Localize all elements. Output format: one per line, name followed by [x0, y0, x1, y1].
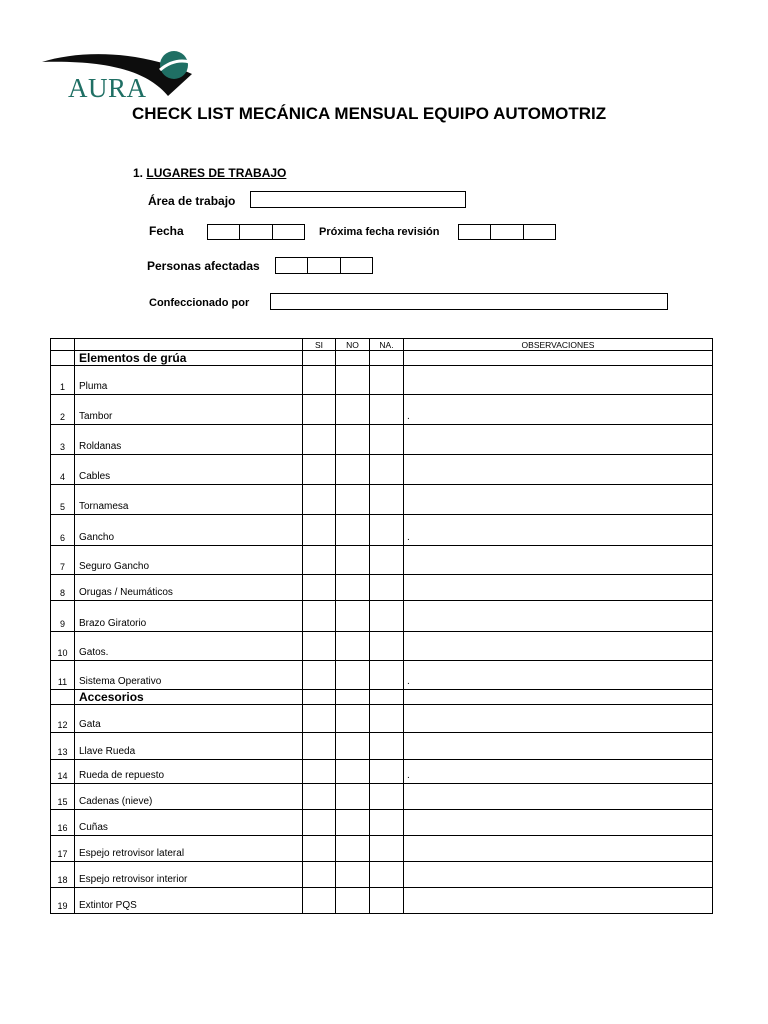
item-number: 7: [51, 546, 75, 575]
category-si-cell: [303, 351, 336, 366]
si-checkbox-cell[interactable]: [303, 705, 336, 733]
category-obs-cell: [404, 690, 713, 705]
category-number-cell: [51, 351, 75, 366]
confeccionado-label: Confeccionado por: [149, 297, 250, 309]
checklist-table: [50, 338, 713, 914]
section-heading: [133, 166, 286, 180]
confeccionado-field[interactable]: [270, 293, 668, 310]
no-checkbox-cell[interactable]: [336, 601, 370, 632]
no-checkbox-cell[interactable]: [336, 862, 370, 888]
item-number: 5: [51, 485, 75, 515]
si-checkbox-cell[interactable]: [303, 661, 336, 690]
si-checkbox-cell[interactable]: [303, 366, 336, 395]
si-checkbox-cell[interactable]: [303, 733, 336, 760]
observaciones-cell[interactable]: .: [404, 661, 713, 690]
fecha-field[interactable]: [207, 224, 305, 240]
no-checkbox-cell[interactable]: [336, 575, 370, 601]
observaciones-cell[interactable]: .: [404, 395, 713, 425]
item-number: 4: [51, 455, 75, 485]
item-number: 2: [51, 395, 75, 425]
header-si: SI: [303, 339, 336, 351]
si-checkbox-cell[interactable]: [303, 632, 336, 661]
company-logo: [40, 48, 200, 110]
category-no-cell: [336, 690, 370, 705]
na-checkbox-cell[interactable]: [370, 395, 404, 425]
table-row: [51, 810, 713, 836]
observaciones-cell[interactable]: [404, 784, 713, 810]
na-checkbox-cell[interactable]: [370, 836, 404, 862]
na-checkbox-cell[interactable]: [370, 546, 404, 575]
header-item-cell: [75, 339, 303, 351]
item-number: 12: [51, 705, 75, 733]
na-checkbox-cell[interactable]: [370, 784, 404, 810]
item-label: Orugas / Neumáticos: [75, 575, 303, 601]
table-row: [51, 760, 713, 784]
table-row: [51, 515, 713, 546]
item-label: Roldanas: [75, 425, 303, 455]
section-number: 1.: [133, 166, 144, 180]
category-row: [51, 351, 713, 366]
category-no-cell: [336, 351, 370, 366]
observaciones-cell[interactable]: [404, 836, 713, 862]
si-checkbox-cell[interactable]: [303, 395, 336, 425]
observaciones-cell[interactable]: [404, 575, 713, 601]
na-checkbox-cell[interactable]: [370, 366, 404, 395]
item-number: 15: [51, 784, 75, 810]
item-label: Espejo retrovisor interior: [75, 862, 303, 888]
category-obs-cell: [404, 351, 713, 366]
item-label: Llave Rueda: [75, 733, 303, 760]
category-label: Accesorios: [75, 690, 303, 705]
item-number: 3: [51, 425, 75, 455]
item-label: Tambor: [75, 395, 303, 425]
proxima-label: Próxima fecha revisión: [319, 226, 440, 238]
observaciones-cell[interactable]: [404, 632, 713, 661]
personas-field[interactable]: [275, 257, 373, 274]
item-label: Rueda de repuesto: [75, 760, 303, 784]
observaciones-cell[interactable]: .: [404, 760, 713, 784]
no-checkbox-cell[interactable]: [336, 705, 370, 733]
item-number: 9: [51, 601, 75, 632]
table-row: [51, 601, 713, 632]
area-label: Área de trabajo: [148, 194, 236, 208]
observaciones-cell[interactable]: [404, 705, 713, 733]
item-number: 19: [51, 888, 75, 914]
si-checkbox-cell[interactable]: [303, 836, 336, 862]
na-checkbox-cell[interactable]: [370, 661, 404, 690]
na-checkbox-cell[interactable]: [370, 810, 404, 836]
table-row: [51, 575, 713, 601]
table-row: [51, 632, 713, 661]
category-number-cell: [51, 690, 75, 705]
no-checkbox-cell[interactable]: [336, 810, 370, 836]
observaciones-cell[interactable]: [404, 485, 713, 515]
no-checkbox-cell[interactable]: [336, 546, 370, 575]
table-row: [51, 546, 713, 575]
item-label: Pluma: [75, 366, 303, 395]
na-checkbox-cell[interactable]: [370, 455, 404, 485]
item-number: 18: [51, 862, 75, 888]
si-checkbox-cell[interactable]: [303, 425, 336, 455]
table-row: [51, 733, 713, 760]
item-number: 1: [51, 366, 75, 395]
si-checkbox-cell[interactable]: [303, 862, 336, 888]
si-checkbox-cell[interactable]: [303, 601, 336, 632]
table-row: [51, 661, 713, 690]
item-label: Gata: [75, 705, 303, 733]
no-checkbox-cell[interactable]: [336, 455, 370, 485]
observaciones-cell[interactable]: [404, 546, 713, 575]
no-checkbox-cell[interactable]: [336, 395, 370, 425]
si-checkbox-cell[interactable]: [303, 760, 336, 784]
area-field[interactable]: [250, 191, 466, 208]
table-row: [51, 705, 713, 733]
header-number-cell: [51, 339, 75, 351]
item-number: 8: [51, 575, 75, 601]
observaciones-cell[interactable]: [404, 888, 713, 914]
header-na: NA.: [370, 339, 404, 351]
item-label: Brazo Giratorio: [75, 601, 303, 632]
si-checkbox-cell[interactable]: [303, 515, 336, 546]
si-checkbox-cell[interactable]: [303, 810, 336, 836]
item-number: 17: [51, 836, 75, 862]
category-label: Elementos de grúa: [75, 351, 303, 366]
observaciones-cell[interactable]: [404, 425, 713, 455]
si-checkbox-cell[interactable]: [303, 784, 336, 810]
item-label: Gatos.: [75, 632, 303, 661]
no-checkbox-cell[interactable]: [336, 888, 370, 914]
item-label: Cadenas (nieve): [75, 784, 303, 810]
header-no: NO: [336, 339, 370, 351]
item-label: Espejo retrovisor lateral: [75, 836, 303, 862]
category-row: [51, 690, 713, 705]
no-checkbox-cell[interactable]: [336, 733, 370, 760]
header-observaciones: OBSERVACIONES: [404, 339, 713, 351]
table-row: [51, 888, 713, 914]
item-number: 6: [51, 515, 75, 546]
document-title: CHECK LIST MECÁNICA MENSUAL EQUIPO AUTOMOTRIZ: [132, 104, 607, 123]
category-na-cell: [370, 351, 404, 366]
category-na-cell: [370, 690, 404, 705]
observaciones-cell[interactable]: .: [404, 515, 713, 546]
table-row: [51, 836, 713, 862]
item-label: Cuñas: [75, 810, 303, 836]
table-row: [51, 366, 713, 395]
no-checkbox-cell[interactable]: [336, 784, 370, 810]
na-checkbox-cell[interactable]: [370, 515, 404, 546]
logo-wordmark: AURA: [68, 73, 147, 103]
table-row: [51, 862, 713, 888]
item-number: 10: [51, 632, 75, 661]
na-checkbox-cell[interactable]: [370, 760, 404, 784]
item-number: 13: [51, 733, 75, 760]
item-number: 14: [51, 760, 75, 784]
table-row: [51, 425, 713, 455]
na-checkbox-cell[interactable]: [370, 888, 404, 914]
si-checkbox-cell[interactable]: [303, 485, 336, 515]
no-checkbox-cell[interactable]: [336, 485, 370, 515]
section-label: LUGARES DE TRABAJO: [146, 166, 287, 180]
si-checkbox-cell[interactable]: [303, 546, 336, 575]
item-label: Extintor PQS: [75, 888, 303, 914]
table-row: [51, 395, 713, 425]
no-checkbox-cell[interactable]: [336, 661, 370, 690]
na-checkbox-cell[interactable]: [370, 733, 404, 760]
na-checkbox-cell[interactable]: [370, 862, 404, 888]
observaciones-cell[interactable]: [404, 810, 713, 836]
item-label: Sistema Operativo: [75, 661, 303, 690]
si-checkbox-cell[interactable]: [303, 575, 336, 601]
no-checkbox-cell[interactable]: [336, 425, 370, 455]
no-checkbox-cell[interactable]: [336, 632, 370, 661]
personas-label: Personas afectadas: [147, 259, 260, 273]
no-checkbox-cell[interactable]: [336, 515, 370, 546]
observaciones-cell[interactable]: [404, 455, 713, 485]
si-checkbox-cell[interactable]: [303, 888, 336, 914]
na-checkbox-cell[interactable]: [370, 485, 404, 515]
table-row: [51, 485, 713, 515]
fecha-label: Fecha: [149, 224, 184, 238]
item-label: Gancho: [75, 515, 303, 546]
table-row: [51, 455, 713, 485]
table-header-row: [51, 339, 713, 351]
si-checkbox-cell[interactable]: [303, 455, 336, 485]
observaciones-cell[interactable]: [404, 733, 713, 760]
item-number: 11: [51, 661, 75, 690]
na-checkbox-cell[interactable]: [370, 575, 404, 601]
na-checkbox-cell[interactable]: [370, 425, 404, 455]
observaciones-cell[interactable]: [404, 862, 713, 888]
no-checkbox-cell[interactable]: [336, 366, 370, 395]
table-row: [51, 784, 713, 810]
na-checkbox-cell[interactable]: [370, 601, 404, 632]
observaciones-cell[interactable]: [404, 366, 713, 395]
na-checkbox-cell[interactable]: [370, 705, 404, 733]
no-checkbox-cell[interactable]: [336, 760, 370, 784]
observaciones-cell[interactable]: [404, 601, 713, 632]
no-checkbox-cell[interactable]: [336, 836, 370, 862]
item-label: Cables: [75, 455, 303, 485]
na-checkbox-cell[interactable]: [370, 632, 404, 661]
item-label: Seguro Gancho: [75, 546, 303, 575]
category-si-cell: [303, 690, 336, 705]
proxima-field[interactable]: [458, 224, 556, 240]
item-number: 16: [51, 810, 75, 836]
item-label: Tornamesa: [75, 485, 303, 515]
